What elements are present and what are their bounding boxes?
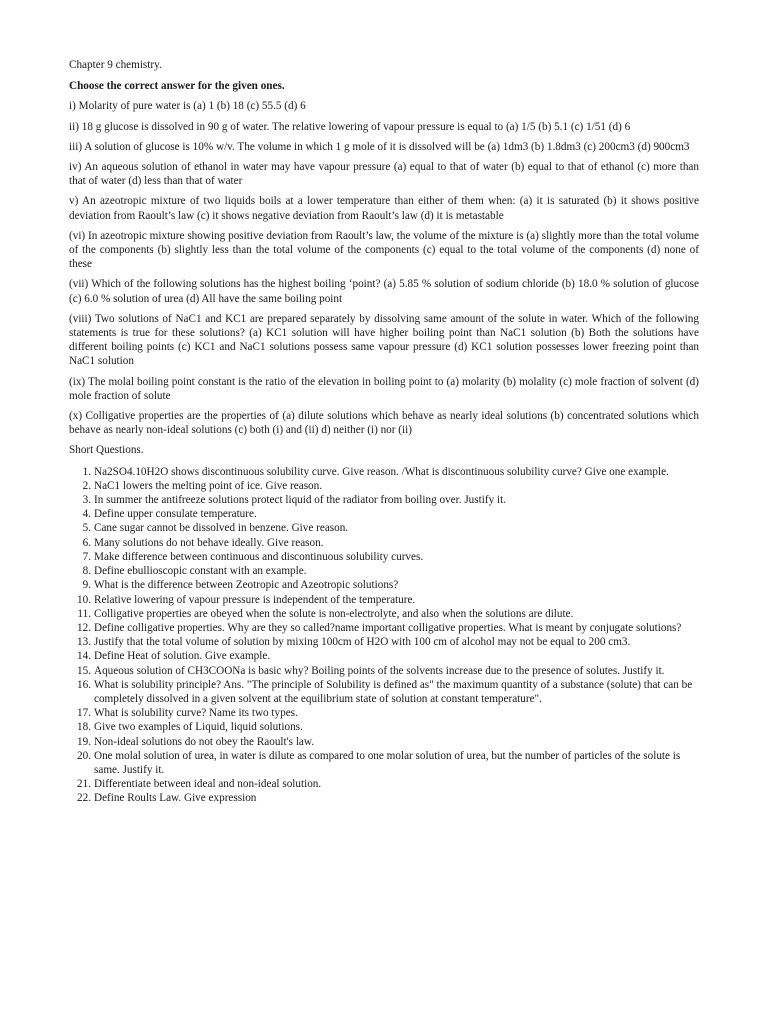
mcq-item: i) Molarity of pure water is (a) 1 (b) 18 (c) 55.5 (d) 6 [69, 100, 306, 113]
question-text: Non-ideal solutions do not obey the Raoult's law. [94, 735, 315, 748]
question-text: Define colligative properties. Why are they so called?name important colligative properties. What is meant by conjugate solutions? [94, 621, 682, 634]
short-question-item [82, 564, 699, 578]
question-text: Aqueous solution of CH3COONa is basic why? Boiling points of the solvents increase due to the presence of solutes. Justify it. [94, 664, 665, 677]
question-number: 2. [82, 479, 91, 492]
question-text: Give two examples of Liquid, liquid solutions. [94, 721, 303, 734]
short-question-item [82, 479, 699, 493]
question-text: One molal solution of urea, in water is dilute as compared to one molar solution of urea, but the number of particles of the solute is same. Justify it. [94, 749, 681, 776]
question-number: 15. [77, 664, 91, 677]
mcq-list [69, 99, 699, 437]
question-number: 4. [82, 508, 91, 521]
mcq-item: (vii) Which of the following solutions has the highest boiling ‘point? (a) 5.85 % solution of sodium chloride (b) 18.0 % solution of glucose (c) 6.0 % solution of urea (d) All have the same boiling point [69, 278, 699, 305]
question-number: 21. [77, 778, 91, 791]
short-question-item [82, 493, 699, 507]
question-number: 12. [77, 621, 91, 634]
short-question-item [82, 578, 699, 592]
mcq-item: iii) A solution of glucose is 10% w/v. The volume in which 1 g mole of it is dissolved will be (a) 1dm3 (b) 1.8dm3 (c) 200cm3 (d) 900cm3 [69, 140, 690, 153]
short-question-item [77, 621, 699, 635]
short-question-item [77, 664, 699, 678]
question-text: NaC1 lowers the melting point of ice. Give reason. [94, 479, 323, 492]
mcq-instruction: Choose the correct answer for the given ones. [69, 80, 285, 93]
short-question-item [77, 720, 699, 734]
mcq-item: (vi) In azeotropic mixture showing positive deviation from Raoult’s law, the volume of the mixture is (a) slightly more than the total volume of the components (b) slightly less than the total volume of the components (c) equal to the total volume of the components (d) none of these [69, 229, 699, 271]
question-number: 7. [82, 550, 91, 563]
question-number: 16. [77, 678, 91, 691]
short-question-item [77, 649, 699, 663]
short-question-item [77, 749, 699, 777]
question-text: What is solubility principle? Ans. "The principle of Solubility is defined as" the maximum quantity of a substance (solute) that can be completely dissolved in a given solvent at the equilibrium state of solution at constant temperature". [94, 678, 693, 705]
question-number: 6. [82, 536, 91, 549]
document-page [69, 58, 699, 806]
mcq-item: ii) 18 g glucose is dissolved in 90 g of water. The relative lowering of vapour pressure is equal to (a) 1/5 (b) 5.1 (c) 1/51 (d) 6 [69, 120, 631, 133]
question-number: 3. [82, 494, 91, 507]
question-number: 17. [77, 707, 91, 720]
short-question-item [77, 607, 699, 621]
mcq-item: v) An azeotropic mixture of two liquids boils at a lower temperature than either of them when: (a) it is saturated (b) it shows positive deviation from Raoult’s law (c) it shows negative deviation from Raoult’s law (d) it is metastable [69, 195, 699, 222]
question-text: Na2SO4.10H2O shows discontinuous solubility curve. Give reason. /What is discontinuous solubility curve? Give one example. [94, 465, 669, 478]
question-text: Define upper consulate temperature. [94, 508, 257, 521]
short-question-item [82, 465, 699, 479]
question-number: 20. [77, 749, 91, 762]
short-question-item [82, 550, 699, 564]
question-number: 14. [77, 650, 91, 663]
mcq-item: iv) An aqueous solution of ethanol in water may have vapour pressure (a) equal to that of water (b) equal to that of ethanol (c) more than that of water (d) less than that of water [69, 161, 699, 188]
mcq-item: (x) Colligative properties are the properties of (a) dilute solutions which behave as nearly ideal solutions (b) concentrated solutions which behave as nearly non-ideal solutions (c) both (i) and (ii) d) neither (i) nor (ii) [69, 410, 699, 437]
short-question-item [82, 507, 699, 521]
short-question-item [77, 706, 699, 720]
question-text: Define Heat of solution. Give example. [94, 650, 271, 663]
short-question-item [77, 678, 699, 706]
question-number: 22. [77, 792, 91, 805]
short-question-item [77, 635, 699, 649]
question-number: 19. [77, 735, 91, 748]
mcq-item: (viii) Two solutions of NaC1 and KC1 are prepared separately by dissolving same amount of the solute in water. Which of the following statements is true for these solutions? (a) KC1 solution will have higher boiling point than NaC1 solution (b) Both the solutions have different boiling points (c) KC1 and NaC1 solutions possess same vapour pressure (d) KC1 solution possesses lower freezing point than NaC1 solution [69, 312, 699, 368]
question-number: 18. [77, 721, 91, 734]
question-text: Define Roults Law. Give expression [94, 792, 257, 805]
question-number: 9. [82, 579, 91, 592]
question-text: Define ebullioscopic constant with an example. [94, 565, 307, 578]
question-text: Many solutions do not behave ideally. Give reason. [94, 536, 324, 549]
question-text: Make difference between continuous and discontinuous solubility curves. [94, 550, 424, 563]
chapter-title: Chapter 9 chemistry. [69, 59, 162, 71]
short-question-item [82, 521, 699, 535]
question-number: 10. [77, 593, 91, 606]
question-number: 11. [77, 607, 91, 620]
short-questions-list [69, 465, 699, 806]
short-question-item [77, 735, 699, 749]
question-text: What is the difference between Zeotropic and Azeotropic solutions? [94, 579, 399, 592]
mcq-item: (ix) The molal boiling point constant is the ratio of the elevation in boiling point to (a) molarity (b) molality (c) mole fraction of solvent (d) mole fraction of solute [69, 375, 699, 402]
short-questions-heading: Short Questions. [69, 444, 144, 457]
question-number: 5. [82, 522, 91, 535]
short-question-item [77, 791, 699, 805]
question-text: Cane sugar cannot be dissolved in benzene. Give reason. [94, 522, 349, 535]
question-text: Differentiate between ideal and non-ideal solution. [94, 778, 322, 791]
short-question-item [77, 777, 699, 791]
question-number: 13. [77, 636, 91, 649]
short-question-item [77, 593, 699, 607]
question-number: 1. [82, 465, 91, 478]
question-text: Colligative properties are obeyed when the solute is non-electrolyte, and also when the solutions are dilute. [94, 607, 574, 620]
question-text: In summer the antifreeze solutions protect liquid of the radiator from boiling over. Justify it. [94, 494, 506, 507]
question-text: What is solubility curve? Name its two types. [94, 707, 298, 720]
question-text: Justify that the total volume of solution by mixing 100cm of H2O with 100 cm of alcohol may not be equal to 200 cm3. [94, 636, 631, 649]
short-question-item [82, 536, 699, 550]
question-text: Relative lowering of vapour pressure is independent of the temperature. [94, 593, 416, 606]
question-number: 8. [82, 565, 91, 578]
